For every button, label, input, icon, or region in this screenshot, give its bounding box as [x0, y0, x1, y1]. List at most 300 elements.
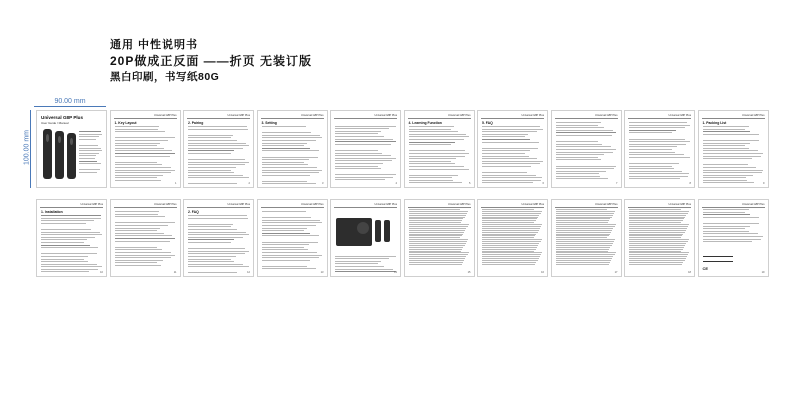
text-line — [482, 150, 530, 151]
text-line — [482, 148, 538, 149]
page-header-label: Universal G8P Plus — [374, 203, 397, 206]
text-line — [409, 182, 462, 183]
text-line — [115, 131, 166, 132]
text-line — [629, 159, 690, 161]
page-number: 12 — [247, 271, 250, 274]
page-number: 8 — [689, 182, 691, 185]
manual-page — [330, 110, 401, 188]
text-line — [262, 268, 316, 269]
text-line — [482, 218, 537, 219]
text-line — [482, 226, 541, 227]
text-line — [188, 226, 231, 227]
text-line — [262, 220, 320, 221]
text-line — [629, 232, 685, 233]
text-line — [556, 166, 617, 167]
text-line — [482, 247, 537, 248]
text-line — [335, 177, 393, 178]
text-line — [409, 237, 461, 238]
text-line — [115, 180, 161, 181]
text-line — [629, 139, 685, 140]
text-line — [482, 260, 538, 261]
text-line — [188, 129, 248, 130]
text-line — [115, 214, 158, 215]
page-header-label: Universal G8P Plus — [742, 114, 765, 117]
text-line — [41, 256, 88, 257]
text-line — [409, 220, 463, 221]
text-line — [556, 211, 616, 212]
text-line — [703, 164, 748, 165]
text-line — [482, 213, 541, 214]
text-line — [482, 209, 534, 210]
text-line — [115, 249, 162, 250]
manual-page — [110, 110, 181, 188]
text-line — [262, 242, 318, 243]
text-line — [703, 233, 758, 234]
text-line — [482, 234, 536, 235]
text-line — [262, 217, 312, 218]
text-line — [556, 260, 612, 261]
text-line — [335, 263, 378, 264]
text-line — [262, 140, 317, 141]
text-line — [115, 148, 164, 149]
page-header-label: Universal G8P Plus — [227, 114, 250, 117]
text-line — [556, 213, 615, 214]
page-text — [629, 122, 690, 182]
text-line — [188, 150, 234, 151]
text-line — [703, 214, 751, 215]
text-line — [41, 232, 100, 233]
page-strip-back — [36, 199, 802, 277]
text-line — [188, 261, 234, 262]
manual-page — [330, 199, 401, 277]
page-text — [41, 215, 102, 271]
text-line — [41, 234, 102, 235]
text-line — [703, 140, 760, 141]
page-header-label: Universal G8P Plus — [595, 114, 618, 117]
text-line — [482, 153, 525, 154]
manual-page — [404, 199, 475, 277]
text-line — [115, 252, 171, 253]
text-line — [115, 262, 158, 263]
text-line — [115, 150, 173, 151]
text-line — [262, 214, 323, 216]
text-line — [703, 134, 760, 135]
text-line — [115, 156, 170, 157]
text-line — [335, 141, 396, 142]
text-line — [79, 172, 97, 173]
page-header-rule — [114, 118, 177, 119]
text-line — [188, 162, 249, 163]
text-line — [556, 222, 608, 223]
text-line — [409, 251, 461, 252]
page-header-label: Universal G8P Plus — [595, 203, 618, 206]
text-line — [409, 129, 452, 130]
text-line — [629, 234, 683, 235]
page-header-rule — [187, 118, 250, 119]
text-line — [409, 139, 464, 140]
text-line — [409, 222, 461, 223]
text-line — [188, 143, 246, 144]
text-line — [556, 157, 599, 158]
text-line — [703, 223, 760, 224]
text-line — [115, 172, 172, 173]
text-line — [115, 243, 176, 245]
text-line — [703, 180, 747, 181]
text-line — [482, 180, 541, 181]
page-number: 19 — [761, 271, 765, 274]
text-line — [188, 183, 237, 184]
text-line — [115, 140, 169, 141]
page-text — [703, 126, 764, 182]
text-line — [482, 235, 535, 236]
width-dimension-line — [34, 106, 106, 107]
text-line — [409, 147, 470, 149]
ce-mark: CE — [702, 266, 709, 271]
page-number: 13 — [320, 271, 324, 274]
text-line — [115, 162, 158, 163]
text-line — [79, 158, 95, 159]
page-header-rule — [408, 118, 471, 119]
text-line — [409, 215, 466, 216]
text-line — [629, 218, 684, 219]
text-line — [262, 249, 309, 250]
text-line — [556, 262, 610, 263]
page-number: 18 — [688, 271, 691, 274]
text-line — [188, 266, 249, 267]
text-line — [482, 136, 525, 137]
text-line — [556, 264, 609, 265]
text-line — [409, 241, 468, 242]
text-line — [409, 166, 464, 167]
page-header-rule — [261, 118, 324, 119]
text-line — [335, 266, 384, 267]
text-line — [115, 228, 160, 229]
text-line — [409, 235, 462, 236]
text-line — [262, 177, 323, 179]
page-text — [188, 215, 249, 271]
text-line — [115, 241, 170, 242]
text-line — [629, 220, 683, 221]
page-text — [115, 126, 176, 182]
text-line — [115, 167, 171, 168]
text-line — [629, 230, 686, 231]
text-line — [335, 166, 378, 167]
text-line — [262, 228, 308, 229]
text-line — [629, 149, 672, 150]
text-line — [703, 145, 746, 146]
page-header-label: Universal G8P Plus — [668, 114, 691, 117]
section-heading: 3. Setting — [261, 121, 277, 125]
text-line — [409, 136, 470, 137]
page-header-rule — [408, 207, 471, 208]
text-line — [482, 241, 541, 242]
text-line — [409, 209, 461, 210]
text-line — [335, 126, 396, 127]
text-line — [409, 177, 452, 178]
text-line — [188, 137, 231, 138]
manual-page — [477, 110, 548, 188]
page-text — [262, 211, 323, 271]
text-line — [262, 162, 305, 163]
text-line — [629, 217, 685, 218]
text-line — [482, 251, 534, 252]
page-number: 4 — [395, 182, 397, 185]
text-line — [703, 231, 749, 232]
text-line — [115, 164, 162, 165]
text-line — [409, 180, 454, 181]
page-number: 5 — [469, 182, 471, 185]
text-line — [262, 170, 323, 171]
text-line — [482, 131, 537, 132]
text-line — [335, 261, 381, 262]
text-line — [41, 253, 97, 254]
page-text — [409, 209, 470, 271]
page-header-rule — [628, 118, 691, 119]
text-line — [629, 243, 686, 244]
section-heading: 1. Packing List — [702, 121, 727, 125]
text-line — [115, 235, 173, 236]
text-line — [188, 153, 231, 154]
page-header-label: Universal G8P Plus — [521, 114, 544, 117]
cover-text — [79, 131, 102, 182]
text-line — [188, 218, 248, 219]
page-header-label: Universal G8P Plus — [154, 203, 177, 206]
text-line — [703, 244, 764, 246]
text-line — [556, 247, 611, 248]
text-line — [262, 137, 323, 138]
text-line — [262, 159, 309, 160]
text-line — [556, 228, 614, 229]
page-text — [556, 122, 617, 182]
text-line — [629, 264, 682, 265]
text-line — [41, 269, 98, 270]
text-line — [629, 173, 689, 174]
text-line — [629, 122, 687, 123]
text-line — [629, 252, 689, 253]
text-line — [703, 161, 764, 163]
text-line — [482, 230, 539, 231]
text-line — [188, 253, 245, 254]
text-line — [188, 248, 245, 249]
text-line — [482, 245, 538, 246]
spec-line-3: 黑白印刷，书写纸80G — [110, 71, 220, 83]
text-line — [41, 220, 94, 221]
text-line — [703, 241, 752, 242]
text-line — [188, 131, 249, 133]
text-line — [262, 211, 307, 212]
page-text — [482, 126, 543, 182]
text-line — [335, 144, 391, 145]
text-line — [79, 145, 98, 146]
page-text — [262, 126, 323, 182]
text-line — [629, 171, 682, 172]
text-line — [482, 254, 541, 255]
text-line — [482, 163, 540, 164]
text-line — [629, 251, 681, 252]
text-line — [482, 224, 542, 225]
spec-line-2: 20P做成正反面 ——折页 无装订版 — [110, 54, 313, 68]
text-line — [335, 179, 385, 180]
text-line — [556, 154, 605, 155]
text-line — [41, 266, 102, 267]
text-line — [556, 135, 612, 136]
text-line — [409, 256, 467, 257]
manual-page — [36, 199, 107, 277]
text-line — [556, 239, 616, 240]
section-heading: 1. Key Layout — [114, 121, 137, 125]
text-line — [188, 224, 233, 225]
text-line — [482, 166, 531, 167]
text-line — [629, 235, 682, 236]
text-line — [79, 153, 99, 154]
text-line — [556, 217, 612, 218]
text-line — [41, 223, 86, 224]
text-line — [482, 232, 538, 233]
text-line — [262, 172, 320, 173]
text-line — [409, 234, 463, 235]
text-line — [482, 222, 534, 223]
manual-page — [698, 199, 769, 277]
text-line — [482, 256, 540, 257]
text-line — [262, 255, 323, 256]
text-line — [556, 215, 613, 216]
page-header-label: Universal G8P Plus — [448, 114, 471, 117]
text-line — [41, 271, 89, 272]
text-line — [188, 145, 249, 146]
height-dimension — [22, 110, 32, 188]
page-header-label: Universal G8P Plus — [742, 203, 765, 206]
text-line — [556, 245, 612, 246]
page-header-label: Universal G8P Plus — [154, 114, 177, 117]
text-line — [482, 258, 539, 259]
text-line — [556, 209, 608, 210]
text-line — [409, 175, 458, 176]
text-line — [703, 148, 749, 149]
text-line — [703, 175, 754, 176]
remote-illustration — [43, 129, 52, 179]
text-line — [703, 219, 764, 221]
text-line — [629, 168, 674, 169]
text-line — [556, 218, 611, 219]
page-header-rule — [481, 207, 544, 208]
text-line — [556, 224, 616, 225]
text-line — [409, 264, 462, 265]
text-line — [335, 269, 393, 270]
text-line — [409, 245, 465, 246]
manual-page — [551, 199, 622, 277]
page-number: 3 — [322, 182, 324, 185]
text-line — [79, 155, 96, 156]
text-line — [703, 182, 755, 183]
text-line — [409, 171, 470, 173]
text-line — [188, 175, 243, 176]
width-dimension-label: 90.00 mm — [54, 98, 86, 105]
cover-title: Universal G8P Plus — [41, 115, 84, 120]
text-line — [409, 156, 466, 157]
page-text — [556, 209, 617, 271]
text-line — [482, 134, 528, 135]
text-line — [409, 254, 468, 255]
text-line — [79, 148, 101, 149]
text-line — [629, 249, 683, 250]
text-line — [629, 144, 686, 145]
text-line — [556, 162, 617, 164]
text-line — [262, 238, 323, 240]
text-line — [556, 171, 606, 172]
text-line — [41, 229, 91, 230]
text-line — [556, 146, 612, 147]
page-header-rule — [702, 118, 765, 119]
text-line — [409, 131, 458, 132]
text-line — [188, 251, 249, 252]
page-header-label: Universal G8P Plus — [521, 203, 544, 206]
text-line — [262, 150, 319, 151]
text-line — [629, 247, 684, 248]
text-line — [262, 167, 318, 168]
text-line — [115, 230, 158, 231]
text-line — [262, 260, 311, 261]
section-heading: 1. Installation — [41, 210, 63, 214]
text-line — [556, 141, 599, 142]
text-line — [629, 260, 685, 261]
page-number: 6 — [542, 182, 544, 185]
text-line — [188, 126, 247, 127]
text-line — [556, 254, 615, 255]
text-line — [482, 217, 538, 218]
cover-subtitle: User Guide / Manual — [41, 121, 69, 125]
text-line — [482, 182, 533, 183]
text-line — [115, 182, 176, 184]
text-line — [188, 177, 249, 178]
text-line — [409, 224, 469, 225]
text-line — [409, 262, 463, 263]
text-line — [629, 241, 688, 242]
text-line — [629, 163, 679, 164]
page-text — [188, 126, 249, 182]
text-line — [79, 139, 96, 140]
text-line — [556, 252, 616, 253]
text-line — [41, 215, 101, 216]
text-line — [188, 172, 234, 173]
text-line — [629, 135, 690, 137]
page-text — [335, 252, 396, 271]
text-line — [409, 252, 469, 253]
text-line — [335, 168, 381, 169]
text-line — [556, 258, 613, 259]
manual-page — [624, 199, 695, 277]
text-line — [115, 137, 176, 138]
text-line — [556, 130, 613, 131]
text-line — [188, 159, 245, 160]
text-line — [188, 167, 236, 168]
text-line — [115, 222, 176, 223]
text-line — [115, 143, 160, 144]
text-line — [335, 153, 382, 154]
text-line — [262, 222, 323, 223]
text-line — [79, 134, 102, 135]
text-line — [409, 161, 452, 162]
text-line — [556, 251, 608, 252]
text-line — [262, 145, 305, 146]
text-line — [262, 135, 320, 136]
text-line — [703, 226, 751, 227]
text-line — [556, 230, 613, 231]
text-line — [629, 215, 686, 216]
text-line — [115, 255, 176, 256]
text-line — [556, 234, 610, 235]
text-line — [409, 260, 465, 261]
text-line — [703, 126, 749, 127]
